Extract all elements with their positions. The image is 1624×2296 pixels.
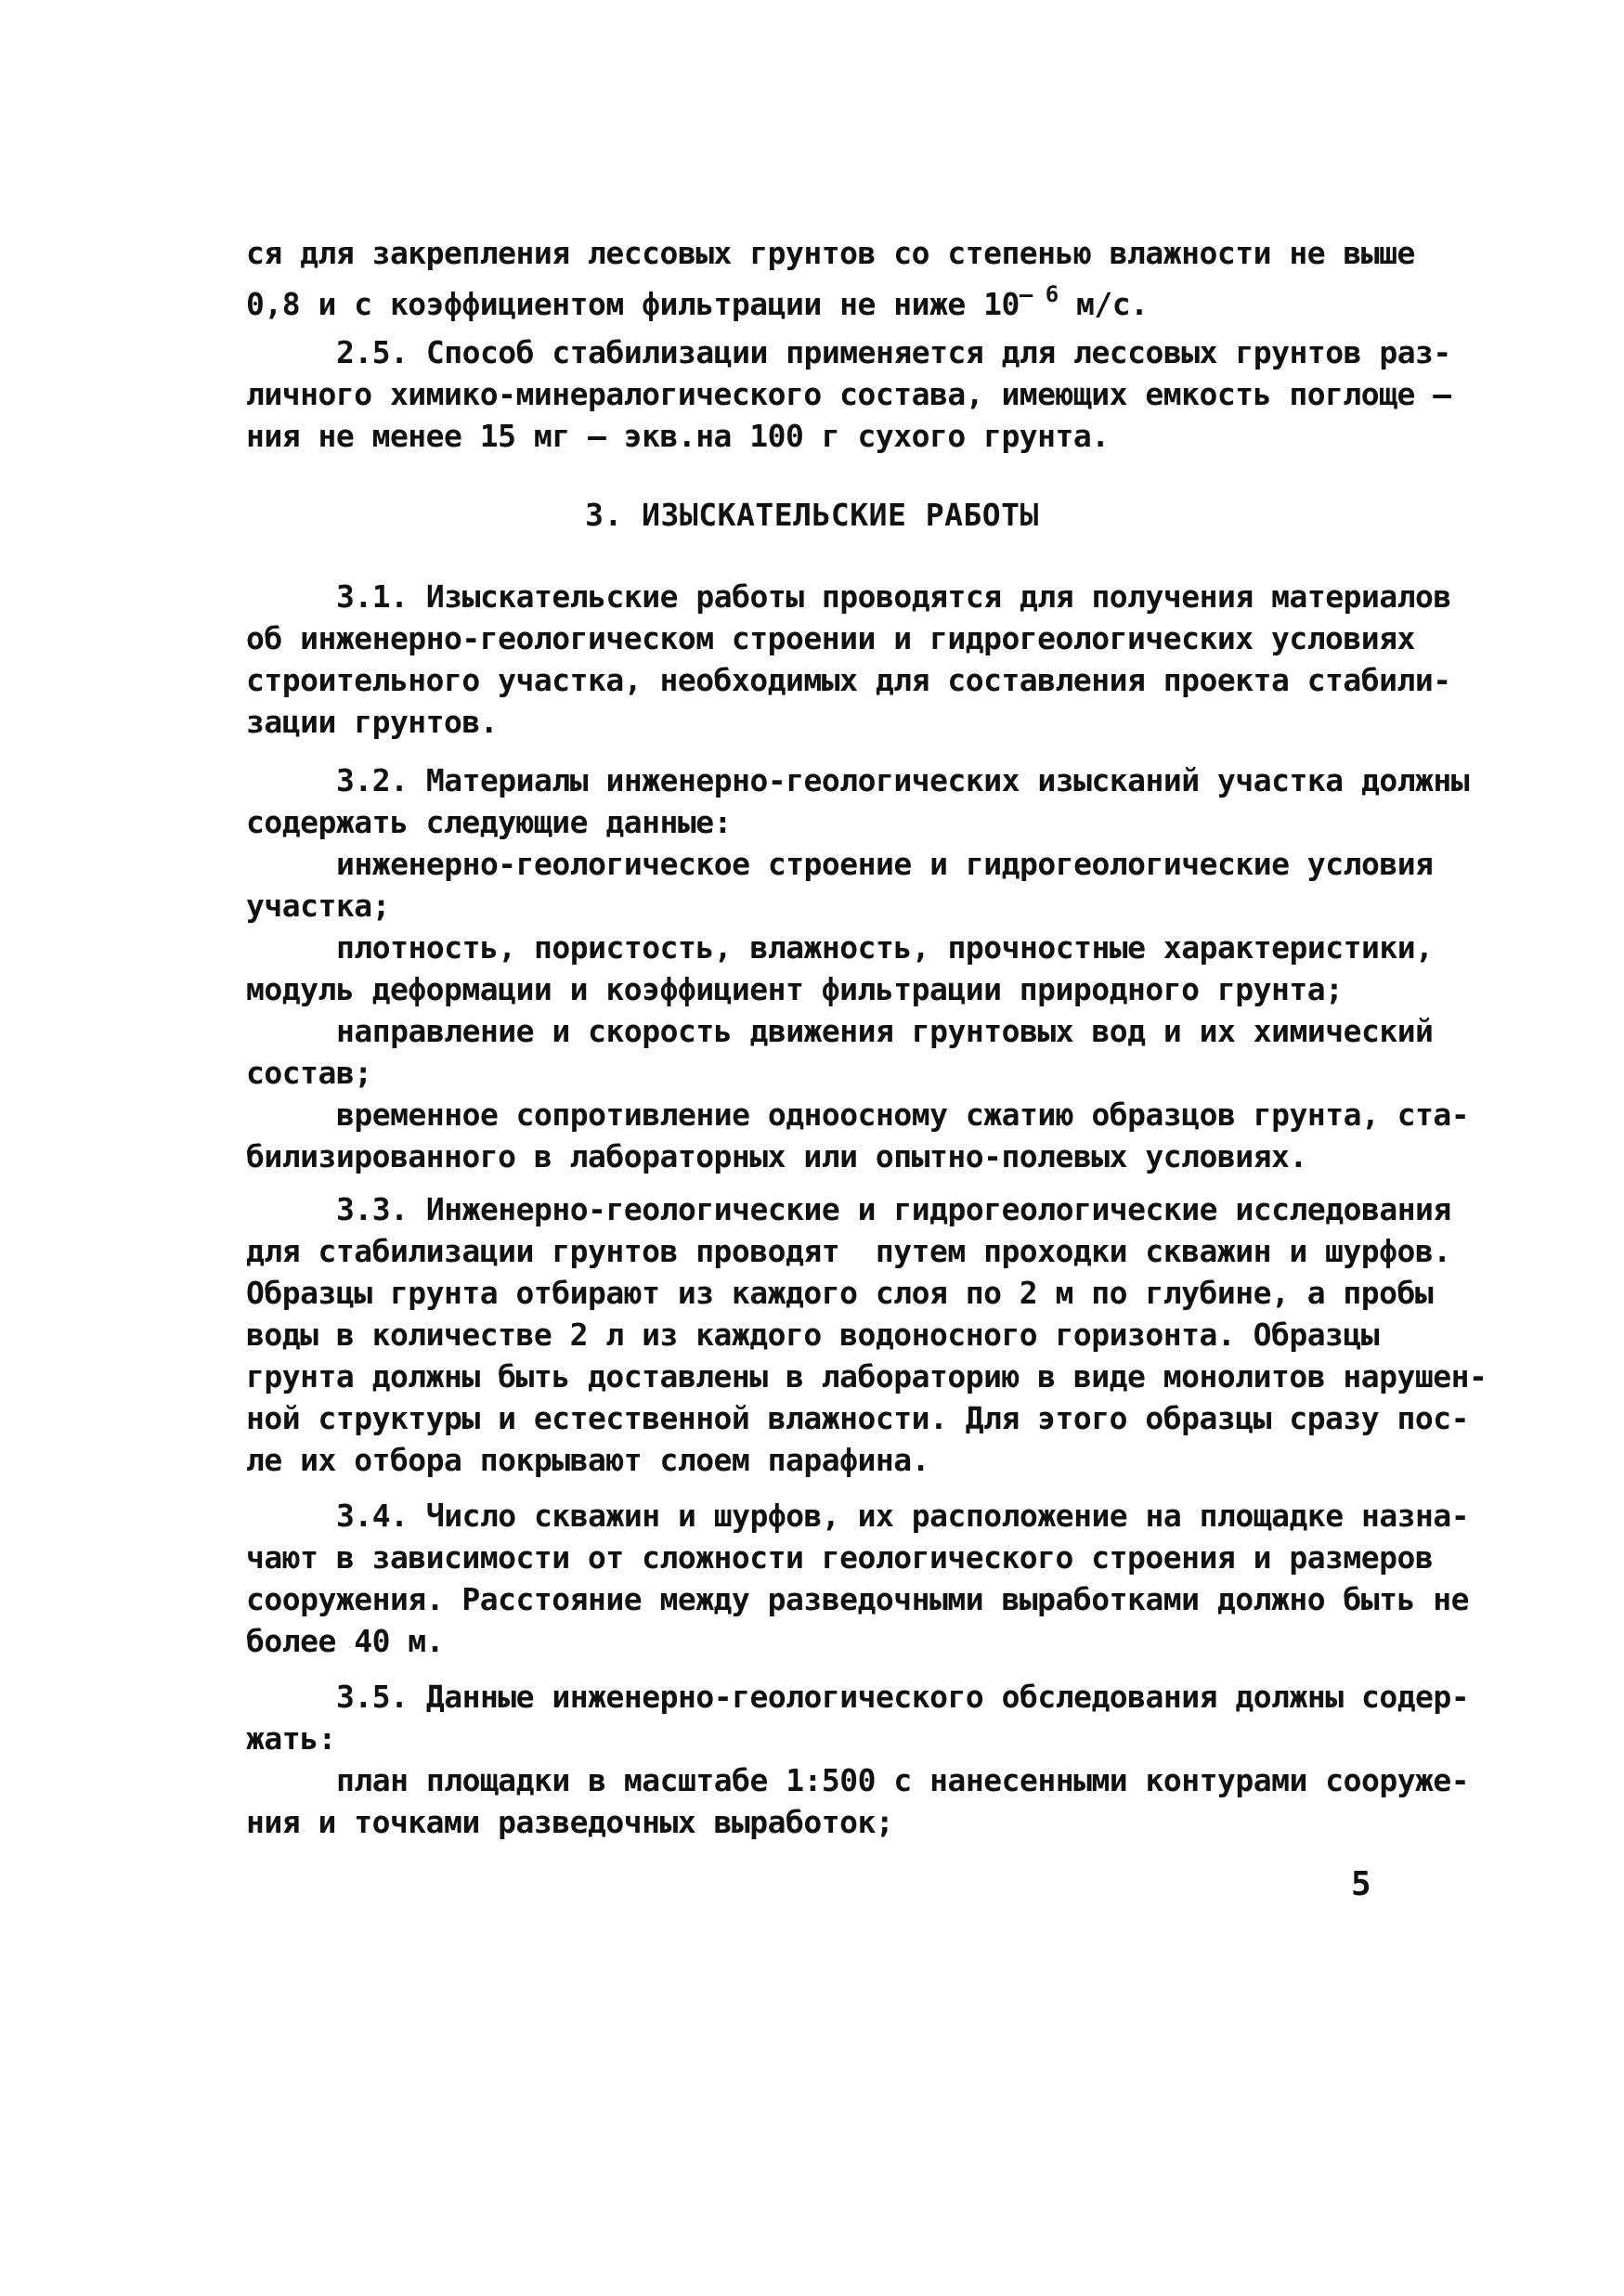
list-item-line: направление и скорость движения грунтовых вод и их химический bbox=[336, 1013, 1434, 1049]
text-line: ле их отбора покрывают слоем парафина. bbox=[246, 1442, 929, 1478]
paragraph-3-5 bbox=[246, 1676, 1470, 1843]
text-line: грунта должны быть доставлены в лабораторию в виде монолитов нарушен- bbox=[246, 1358, 1488, 1394]
text-line: жать: bbox=[246, 1720, 336, 1757]
text-fragment: м/с. bbox=[1058, 286, 1149, 322]
list-item-line: модуль деформации и коэффициент фильтрации природного грунта; bbox=[246, 971, 1344, 1007]
text-line: зации грунтов. bbox=[246, 704, 499, 740]
paragraph-2-5 bbox=[246, 331, 1451, 457]
list-item-line: ния и точками разведочных выработок; bbox=[246, 1804, 894, 1840]
text-line: 3.5. Данные инженерно-геологического обследования должны содер- bbox=[336, 1679, 1470, 1715]
list-item-line: билизированного в лабораторных или опытно-полевых условиях. bbox=[246, 1138, 1307, 1174]
list-item-line: план площадки в масштабе 1:500 с нанесенными контурами сооруже- bbox=[336, 1762, 1470, 1798]
text-line: ся для закрепления лессовых грунтов со степенью влажности не выше bbox=[246, 235, 1415, 271]
text-line: воды в количестве 2 л из каждого водоносного горизонта. Образцы bbox=[246, 1317, 1380, 1353]
list-item-line: участка; bbox=[246, 888, 390, 924]
paragraph-3-2 bbox=[246, 759, 1470, 1177]
text-line: 3.4. Число скважин и шурфов, их расположение на площадке назна- bbox=[336, 1498, 1470, 1534]
section-heading: 3. ИЗЫСКАТЕЛЬСКИЕ РАБОТЫ bbox=[585, 497, 1039, 533]
text-line: 3.1. Изыскательские работы проводятся для получения материалов bbox=[336, 578, 1451, 615]
text-line: для стабилизации грунтов проводят путем проходки скважин и шурфов. bbox=[246, 1233, 1451, 1269]
paragraph-3-4 bbox=[246, 1495, 1470, 1662]
text-fragment: 0,8 и с коэффициентом фильтрации не ниже 10 bbox=[246, 286, 1020, 322]
text-line: сооружения. Расстояние между разведочными выработками должно быть не bbox=[246, 1581, 1470, 1617]
text-line: 3.2. Материалы инженерно-геологических изысканий участка должны bbox=[336, 762, 1470, 798]
text-line: 3.3. Инженерно-геологические и гидрогеологические исследования bbox=[336, 1191, 1451, 1227]
text-line: Образцы грунта отбирают из каждого слоя по 2 м по глубине, а пробы bbox=[246, 1275, 1434, 1311]
text-line: об инженерно-геологическом строении и гидрогеологических условиях bbox=[246, 620, 1415, 656]
text-line: содержать следующие данные: bbox=[246, 804, 732, 840]
page-number: 5 bbox=[1351, 1865, 1371, 1903]
text-line: чают в зависимости от сложности геологического строения и размеров bbox=[246, 1539, 1434, 1576]
text-line: личного химико-минералогического состава, имеющих емкость поглоще – bbox=[246, 376, 1451, 412]
continuation-paragraph bbox=[246, 232, 1415, 322]
text-line: более 40 м. bbox=[246, 1623, 445, 1659]
text-line: строительного участка, необходимых для составления проекта стабили- bbox=[246, 662, 1451, 698]
paragraph-3-3 bbox=[246, 1188, 1488, 1481]
exponent: – 6 bbox=[1019, 281, 1059, 307]
text-line: ния не менее 15 мг – экв.на 100 г сухого грунта. bbox=[246, 418, 1110, 454]
paragraph-3-1 bbox=[246, 576, 1451, 743]
list-item-line: состав; bbox=[246, 1055, 372, 1091]
text-line bbox=[246, 274, 1411, 322]
list-item-line: плотность, пористость, влажность, прочностные характеристики, bbox=[336, 929, 1434, 966]
text-line: ной структуры и естественной влажности. Для этого образцы сразу пос- bbox=[246, 1400, 1470, 1436]
list-item-line: инженерно-геологическое строение и гидрогеологические условия bbox=[336, 846, 1434, 882]
text-line: 2.5. Способ стабилизации применяется для лессовых грунтов раз- bbox=[336, 334, 1451, 370]
list-item-line: временное сопротивление одноосному сжатию образцов грунта, ста- bbox=[336, 1096, 1470, 1133]
